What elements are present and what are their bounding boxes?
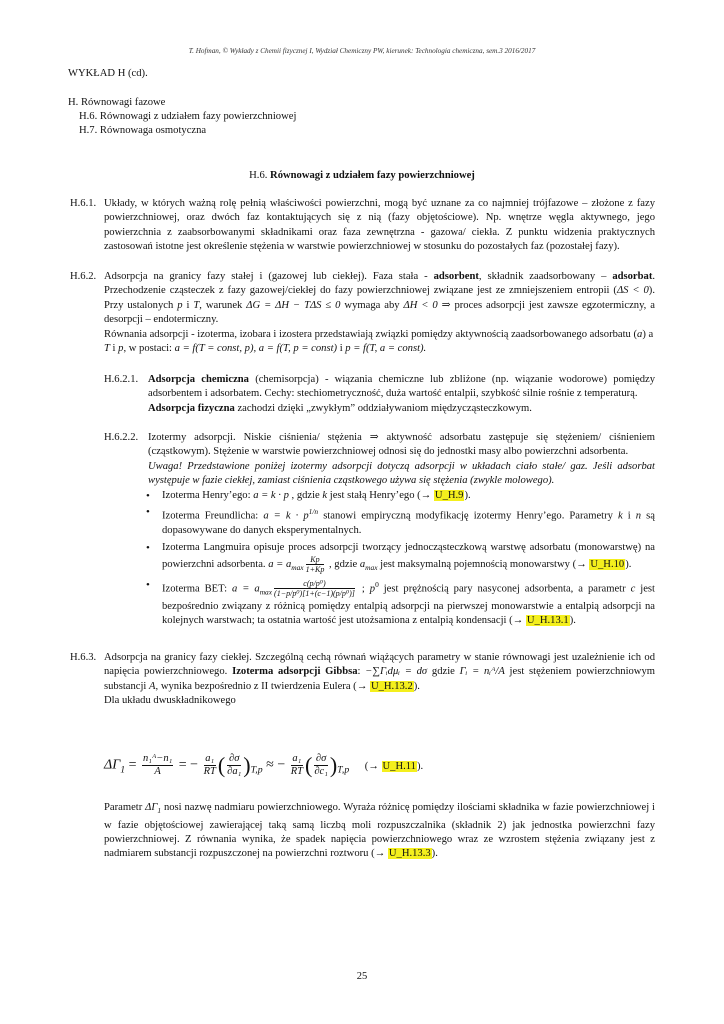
lecture-title: WYKŁAD H (cd). — [68, 68, 148, 79]
toc-item: H.6. Równowagi z udziałem fazy powierzchniowej — [79, 111, 297, 122]
note: Uwaga! Przedstawione poniżej izotermy adsorpcji dotyczą adsorpcji w układach ciało stałe/ gaz. Jeśli adsorbat występuje w fazie ciekłej, zamiast ciśnienia cząstkowego używa się stężenia (zwykle molowego). — [148, 460, 655, 487]
section-number: H.6. — [249, 170, 268, 181]
reference-link[interactable]: U_H.13.3 — [388, 848, 431, 860]
list-item-henry: • Izoterma Henry’ego: a = k · p , gdzie k jest stałą Henry’ego (→ U_H.9). — [162, 489, 655, 503]
isotherm-list — [162, 489, 655, 630]
equation-surface-excess: $\Delta\Gamma_1$ = $\frac{\text{n₁ᴬ−n₁}}{A}$ = − $\frac{\text{a₁}}{RT}$ ( $\frac{\partial\sigma}{\text{∂a₁}}$ )$_{T,p}$ ≈ − $\frac{\text{a₁}}{RT}$ ( $\frac{\partial\sigma}{\text{∂c₁}}$ )$_{T,p}$ (→ U_H.11). — [104, 752, 424, 778]
page-header: T. Hofman, © Wykłady z Chemii fizycznej I, Wydział Chemiczny PW, kierunek: Technologia chemiczna, sem.3 2016/2017 — [188, 47, 536, 55]
subparagraph-h6622: Izotermy adsorpcji. Niskie ciśnienia/ stężenia ⇒ aktywność adsorbatu zastępuje się stężeniem/ ciśnieniem (cząstkowym). Stężenie w warstwie powierzchniowej odnosi się do jednostki masy albo powierzchni adsorbenta. Uwaga! Przedstawione poniżej izotermy adsorpcji dotyczą adsorpcji w układach ciało stałe/ gaz. Jeśli adsorbat występuje w fazie ciekłej, zamiast ciśnienia cząstkowego używa się stężenia (zwykle molowego). — [148, 431, 655, 489]
paragraph-number: H.6.2. — [70, 271, 97, 282]
toc-main: H. Równowagi fazowe — [68, 97, 166, 108]
paragraph-h661: Układy, w których ważną rolę pełnią właściwości powierzchni, mogą być uznane za co najmniej trójfazowe – złożone z fazy powierzchniowej, oraz dwóch faz kontaktujących się z nią (fazy objętościowe). Np. wnętrze węgla aktywnego, jego powierzchnia z zaabsorbowanymi składnikami oraz faza zewnętrzna - gazowa/ ciekła. Z punktu widzenia praktycznych zastosowań istotne jest określenie stężenia w warstwie powierzchniowej w stosunku do pozostałych faz (pozostałej fazy). — [104, 198, 655, 253]
subparagraph-number: H.6.2.2. — [104, 432, 139, 443]
paragraph-h662: Adsorpcja na granicy fazy stałej i (gazowej lub ciekłej). Faza stała - adsorbent, składnik zaadsorbowany – adsorbat. Przechodzenie cząsteczek z fazy gazowej/ciekłej do fazy powierzchniowej związane jest ze zmniejszeniem entropii (ΔS < 0). Przy ustalonych p i T, warunek ΔG = ΔH − TΔS ≤ 0 wymaga aby ΔH < 0 ⇒ proces adsorpcji jest zawsze egzotermiczny, a desorpcji – endotermiczny. Równania adsorpcji - izoterma, izobara i izostera przedstawiają związki pomiędzy aktywnością zaadsorbowanego adsorbatu (a) a T i p, w postaci: a = f(T = const, p), a = f(T, p = const) i p = f(T, a = const). — [104, 271, 656, 355]
reference-link[interactable]: U_H.13.1 — [526, 615, 569, 627]
list-item-langmuir: • Izoterma Langmuira opisuje proces adsorpcji tworzący jednocząsteczkową warstwę adsorbatu (monowarstwę) na powierzchni adsorbenta. $a = a_{max}$ $\frac{Kp}{1+Kp}$ , gdzie $a_{max}$ jest maksymalną pojemnością monowarstwy (→ U_H.10). — [162, 541, 655, 576]
paragraph-surface-excess: Parametr $\Delta\Gamma_1$ nosi nazwę nadmiaru powierzchniowego. Wyraża różnicę pomiędzy ilościami składnika w fazie powierzchniowej i w fazie objętościowej zawierającej taką samą liczbą moli rozpuszczalnika (składnik 2) jak jednostka powierzchni fazy powierzchniowej. Z równania wynika, że spadek napięcia powierzchniowego wraz ze wzrostem stężenia związany jest z nadmiarem substancji rozpuszczonej na powierzchni roztworu (→ U_H.13.3). — [104, 802, 655, 860]
paragraph-h663: Adsorpcja na granicy fazy ciekłej. Szczególną cechą równań wiążących parametry w stanie równowagi jest uzależnienie ich od napięcia powierzchniowego. Izoterma adsorpcji Gibbsa: −∑Γᵢdμᵢ = dσ gdzie Γᵢ = nᵢᴬ/A jest stężeniem powierzchniowym substancji A, wynika bezpośrednio z II twierdzenia Eulera (→ U_H.13.2). Dla układu dwuskładnikowego — [104, 652, 655, 707]
reference-link[interactable]: U_H.10 — [590, 559, 625, 571]
subparagraph-h6621: Adsorpcja chemiczna (chemisorpcja) - wiązania chemiczne lub zbliżone (np. wiązanie wodorowe) pomiędzy adsorbentem i adsorbatem. Cechy: stechiometryczność, duża wartość entalpii, szybkość silnie rośnie z temperaturą. Adsorpcja fizyczna zachodzi dzięki „zwykłym” oddziaływaniom międzycząsteczkowym. — [148, 374, 656, 414]
page-number: 25 — [356, 971, 368, 982]
subparagraph-number: H.6.2.1. — [104, 374, 139, 385]
section-heading: Równowagi z udziałem fazy powierzchniowej — [270, 170, 475, 181]
reference-link[interactable]: U_H.11 — [382, 760, 416, 772]
list-item-bet: • Izoterma BET: $a = a_{max}$ $\frac{\text{c(p/p⁰)}}{\text{(1−p/p⁰)[1+(c−1)(p/p⁰)]}}$ ; $p^0$ jest prężnością pary nasyconej adsorbenta, a parametr c jest bezpośrednio związany z różnicą pomiędzy entalpią adsorpcji na pierwszej monowarstwie a entalpią adsorpcji na kolejnych warstwach; ta ostatnia wartość jest utożsamiona z entalpią kondensacji (→ U_H.13.1). — [162, 578, 655, 629]
section-title — [0, 169, 724, 183]
reference-link[interactable]: U_H.9 — [434, 490, 464, 501]
fraction: $\frac{\text{c(p/p⁰)}}{\text{(1−p/p⁰)[1+(c−1)(p/p⁰)]}}$ — [274, 579, 355, 599]
toc-item: H.7. Równowaga osmotyczna — [79, 125, 207, 136]
paragraph-number: H.6.1. — [70, 198, 97, 209]
reference-link[interactable]: U_H.13.2 — [370, 680, 413, 692]
fraction: $\frac{Kp}{1+Kp}$ — [305, 555, 325, 575]
list-item-freundlich: • Izoterma Freundlicha: $a = k \cdot p^{1/n}$ stanowi empiryczną modyfikację izotermy Henry’ego. Parametry k i n są dopasowywane do danych eksperymentalnych. — [162, 505, 655, 538]
paragraph-number: H.6.3. — [70, 652, 97, 663]
